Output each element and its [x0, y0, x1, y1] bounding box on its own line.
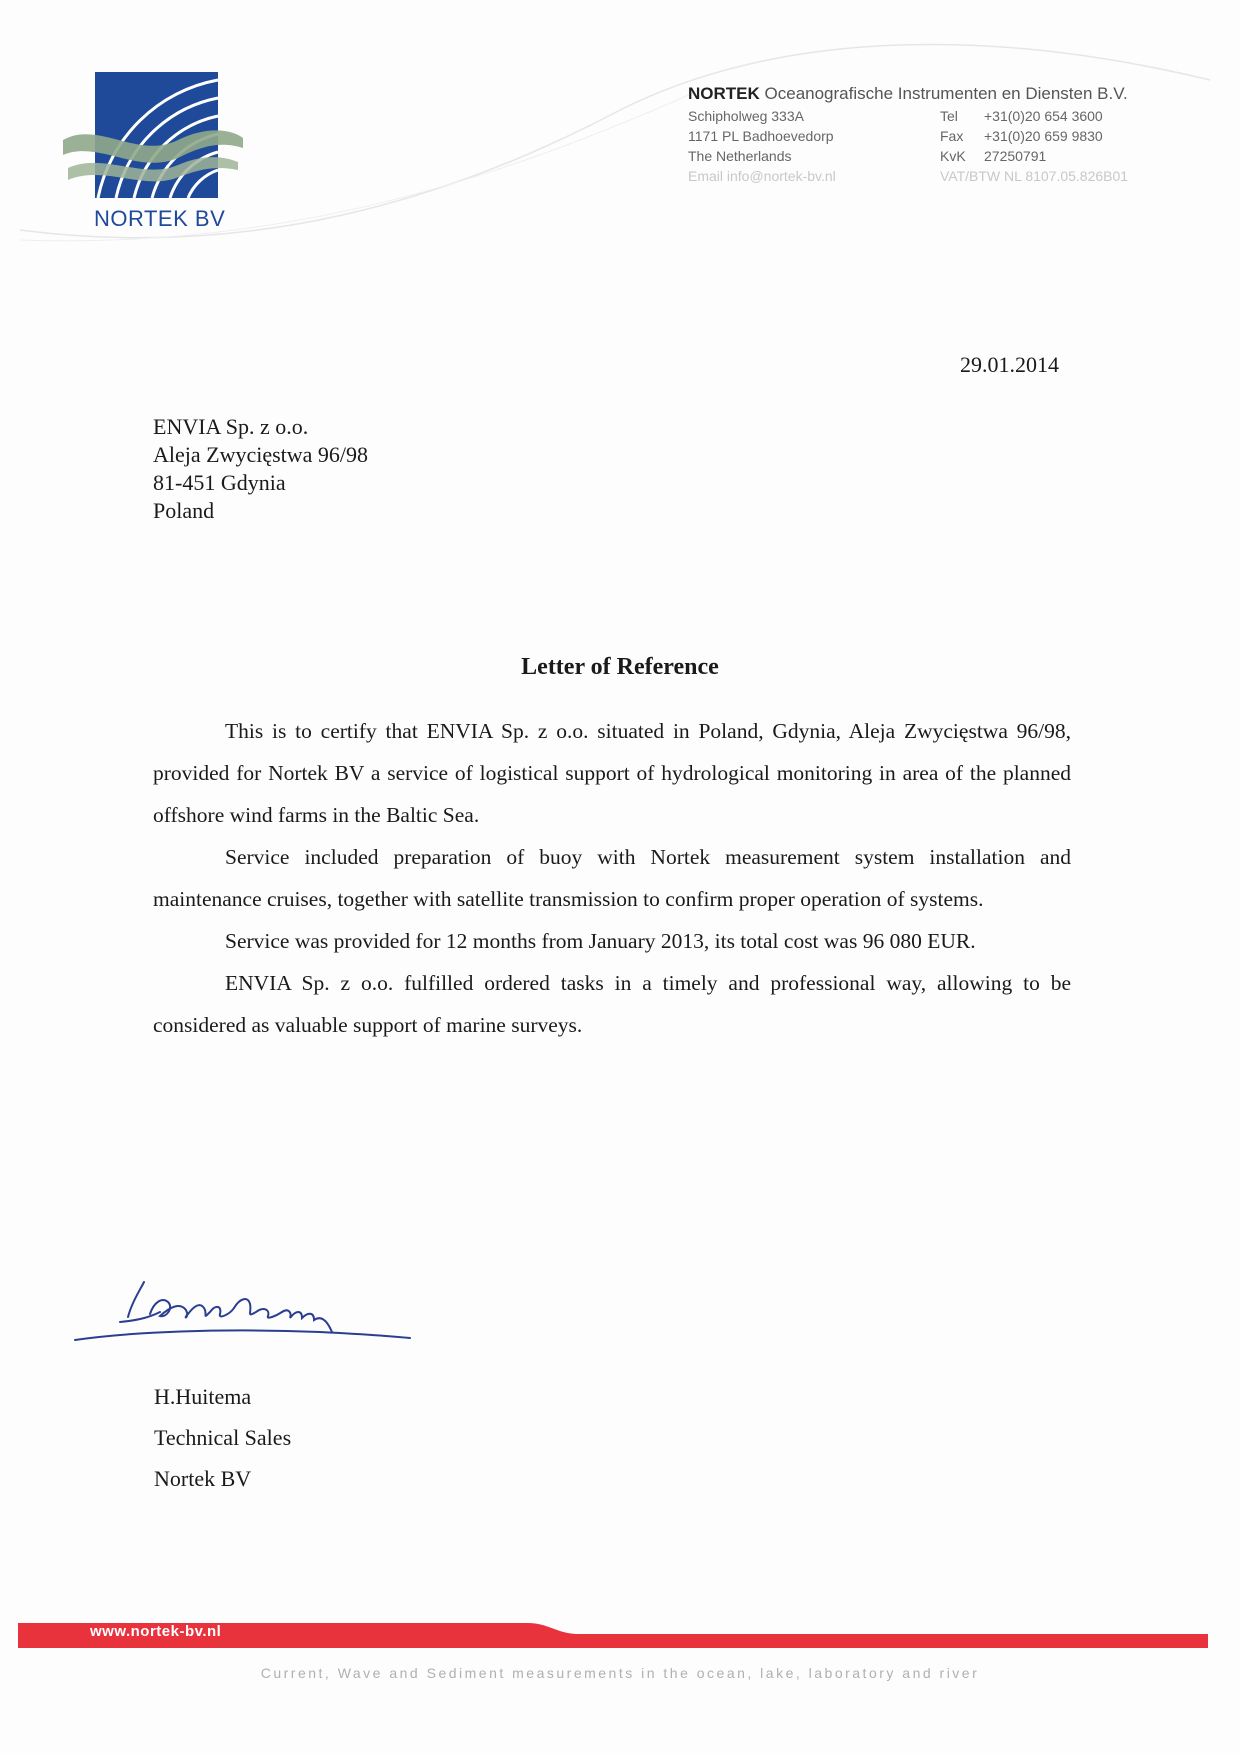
letter-date: 29.01.2014	[960, 352, 1059, 377]
signer-company: Nortek BV	[154, 1466, 252, 1491]
body-paragraph: ENVIA Sp. z o.o. fulfilled ordered tasks in a timely and professional way, allowing to be considered as valuable support of marine surveys.	[153, 971, 1071, 1037]
handwritten-signature	[70, 1262, 420, 1362]
recipient-line: 81-451 Gdynia	[153, 470, 286, 495]
contact-fax	[940, 128, 1170, 144]
body-paragraph: Service included preparation of buoy with Nortek measurement system installation and maintenance cruises, together with satellite transmission to confirm proper operation of systems.	[153, 845, 1071, 911]
letter-title: Letter of Reference	[521, 654, 719, 680]
contact-fax-value: +31(0)20 659 9830	[984, 128, 1103, 144]
contact-kvk-value: 27250791	[984, 148, 1047, 164]
signer-block	[154, 1376, 291, 1499]
company-name: NORTEK	[688, 84, 760, 103]
contact-tel-label: Tel	[940, 108, 958, 124]
footer-website-link[interactable]: www.nortek-bv.nl	[90, 1623, 222, 1640]
body-paragraph: This is to certify that ENVIA Sp. z o.o. situated in Poland, Gdynia, Aleja Zwycięstwa 96/98, provided for Nortek BV a service of logistical support of hydrological monitoring in area of the planned offshore wind farms in the Baltic Sea.	[153, 719, 1071, 827]
address-street: Schipholweg 333A	[688, 108, 804, 124]
company-header	[688, 84, 1188, 184]
signer-name: H.Huitema	[154, 1384, 252, 1409]
body-paragraph: Service was provided for 12 months from January 2013, its total cost was 96 080 EUR.	[225, 929, 976, 953]
address-email: Email info@nortek-bv.nl	[688, 168, 836, 184]
company-name-line	[688, 84, 1188, 104]
letter-body	[153, 710, 1071, 1046]
footer-tagline: Current, Wave and Sediment measurements in the ocean, lake, laboratory and river	[260, 1665, 980, 1681]
recipient-address	[153, 413, 368, 525]
logo-wordmark: NORTEK BV	[94, 206, 226, 231]
nortek-logo-icon	[58, 70, 258, 205]
signer-title: Technical Sales	[154, 1425, 292, 1450]
contact-grid	[688, 108, 1188, 184]
contact-tel	[940, 108, 1170, 124]
contact-fax-label: Fax	[940, 128, 964, 144]
recipient-line: ENVIA Sp. z o.o.	[153, 414, 309, 439]
company-description: Oceanografische Instrumenten en Diensten B.V.	[764, 84, 1128, 103]
contact-vat-label: VAT/BTW	[940, 168, 1001, 184]
contact-tel-value: +31(0)20 654 3600	[984, 108, 1103, 124]
contact-vat	[940, 168, 1170, 184]
recipient-line: Aleja Zwycięstwa 96/98	[153, 442, 369, 467]
address-postal: 1171 PL Badhoevedorp	[688, 128, 834, 144]
contact-kvk	[940, 148, 1170, 164]
nortek-logo	[58, 70, 258, 240]
recipient-line: Poland	[153, 498, 215, 523]
address-country: The Netherlands	[688, 148, 792, 164]
contact-kvk-label: KvK	[940, 148, 966, 164]
contact-vat-value: NL 8107.05.826B01	[1004, 168, 1129, 184]
